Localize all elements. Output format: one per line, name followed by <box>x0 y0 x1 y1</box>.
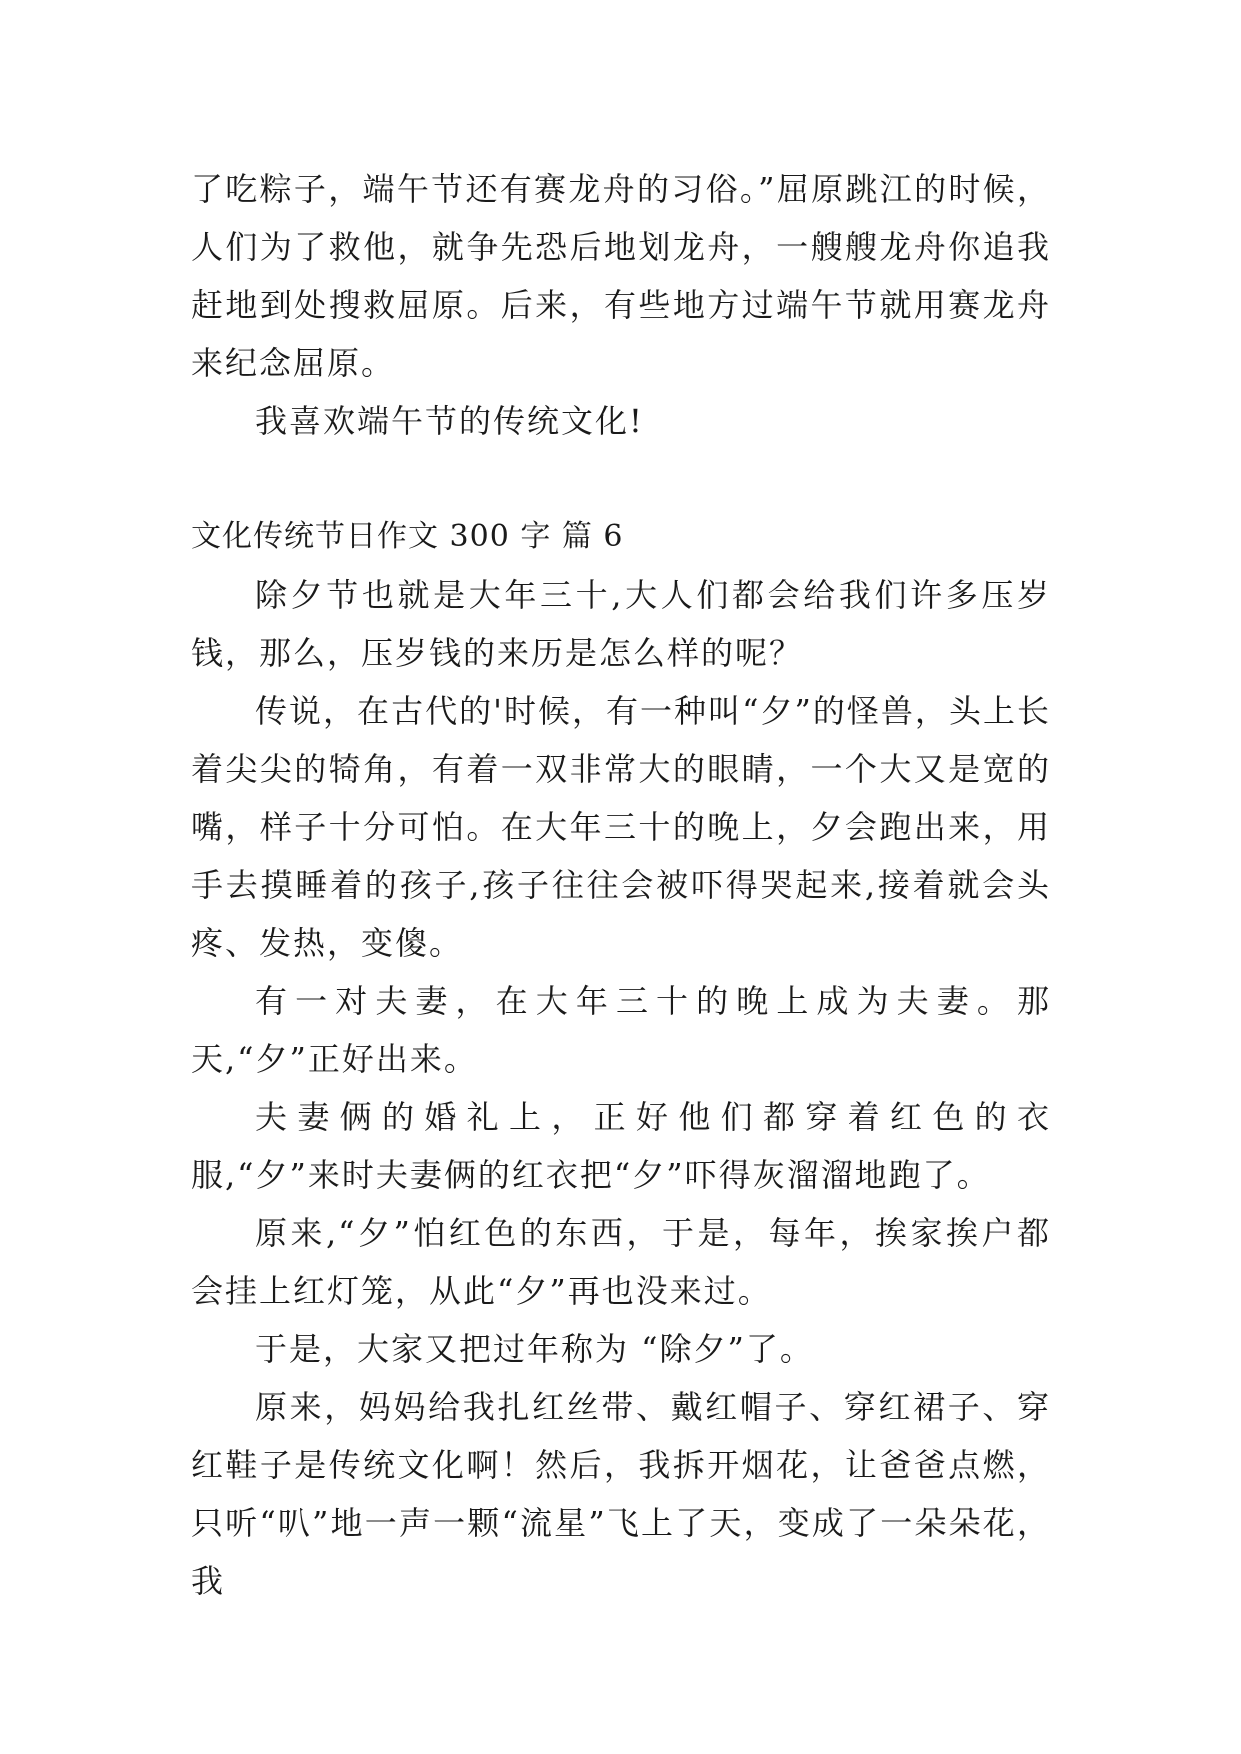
document-body <box>191 160 1051 1610</box>
paragraph: 夫妻俩的婚礼上，正好他们都穿着红色的衣服,“夕”来时夫妻俩的红衣把“夕”吓得灰溜溜地跑了。 <box>191 1098 1051 1194</box>
paragraph: 有一对夫妻，在大年三十的晚上成为夫妻。那天,“夕”正好出来。 <box>191 982 1051 1078</box>
paragraph: 了吃粽子，端午节还有赛龙舟的习俗。”屈原跳江的时候，人们为了救他，就争先恐后地划龙舟，一艘艘龙舟你追我赶地到处搜救屈原。后来，有些地方过端午节就用赛龙舟来纪念屈原。 <box>191 170 1051 382</box>
paragraph: 传说，在古代的'时候，有一种叫“夕”的怪兽，头上长着尖尖的犄角，有着一双非常大的眼睛，一个大又是宽的嘴，样子十分可怕。在大年三十的晚上，夕会跑出来，用手去摸睡着的孩子,孩子往往会被吓得哭起来,接着就会头疼、发热，变傻。 <box>191 692 1051 962</box>
section-heading: 文化传统节日作文 300 字 篇 6 <box>191 519 624 554</box>
paragraph: 除夕节也就是大年三十,大人们都会给我们许多压岁钱，那么，压岁钱的来历是怎么样的呢？ <box>191 576 1051 672</box>
paragraph: 原来，妈妈给我扎红丝带、戴红帽子、穿红裙子、穿红鞋子是传统文化啊！然后，我拆开烟花，让爸爸点燃，只听“叭”地一声一颗“流星”飞上了天，变成了一朵朵花，我 <box>191 1388 1051 1600</box>
paragraph: 于是，大家又把过年称为 “除夕”了。 <box>255 1330 814 1368</box>
paragraph: 原来,“夕”怕红色的东西，于是，每年，挨家挨户都会挂上红灯笼，从此“夕”再也没来过。 <box>191 1214 1051 1310</box>
paragraph: 我喜欢端午节的传统文化! <box>255 402 644 440</box>
